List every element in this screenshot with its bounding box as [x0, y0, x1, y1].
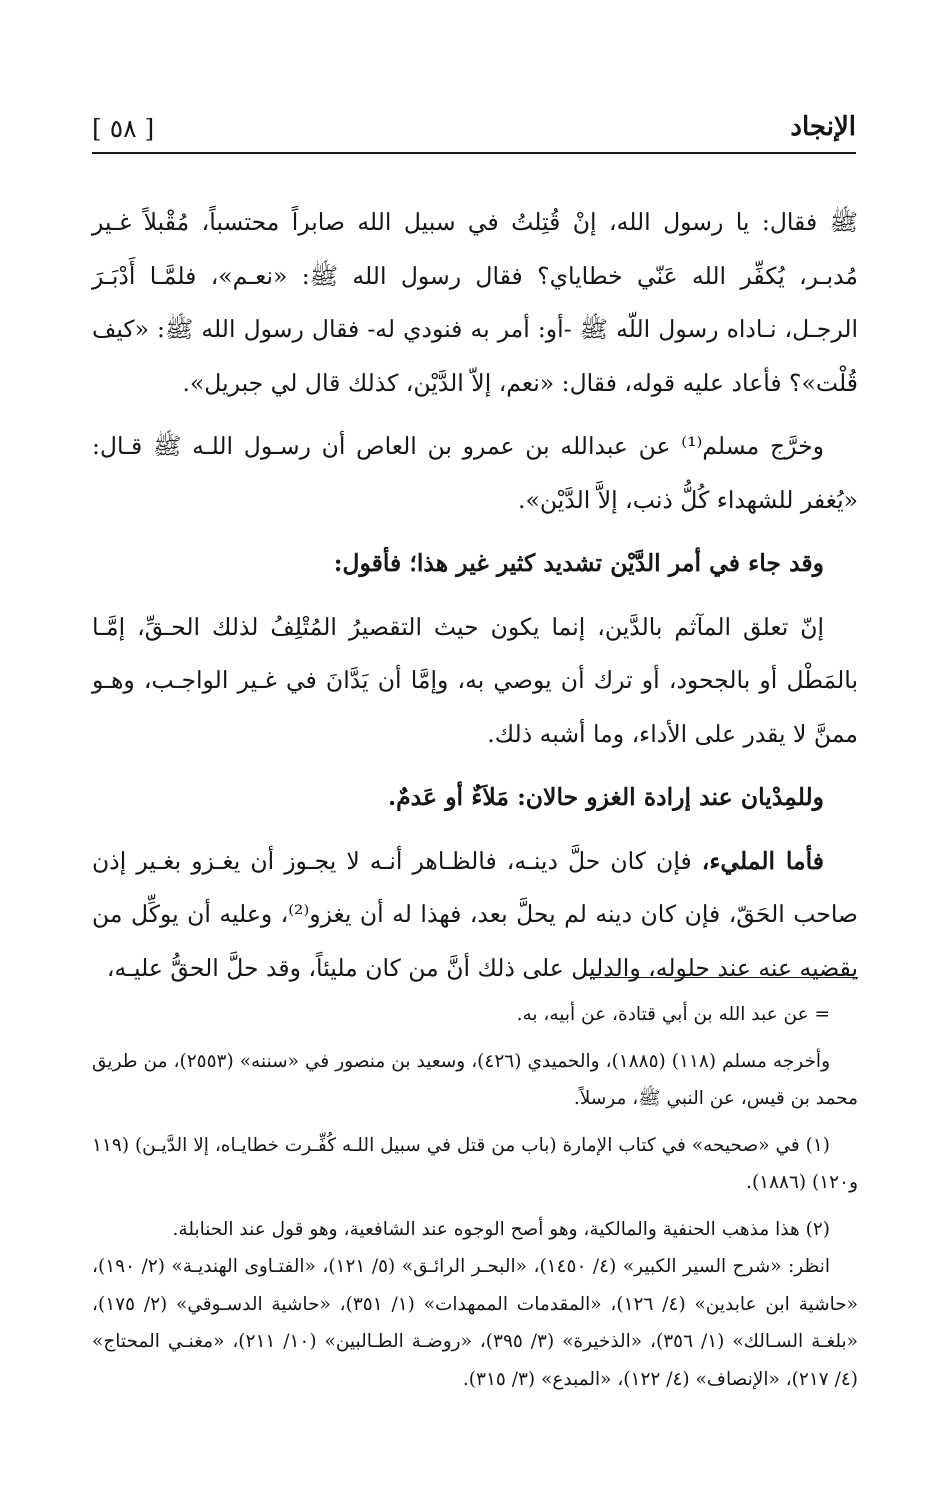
- paragraph-muslim-narration: وخرَّج مسلم⁽¹⁾ عن عبدالله بن عمرو بن العاص أن رسـول اللـه ﷺ قـال: «يُغفر للشهداء كُلُّ ذنب، إلاَّ الدَّيْن».: [92, 432, 858, 514]
- section-heading-debt: وقد جاء في أمر الدَّيْن تشديد كثير غير هذا؛ فأقول:: [333, 549, 824, 577]
- footnote-2: (٢) هذا مذهب الحنفية والمالكية، وهو أصح الوجوه عند الشافعية، وهو قول عند الحنابلة.: [172, 1218, 830, 1240]
- footnotes: [92, 996, 858, 1398]
- footnote-2-references: انظر: «شرح السير الكبير» (٤/ ١٤٥٠)، «البحـر الرائـق» (٥/ ١٢١)، «الفتـاوى الهنديـة» (٢/ ١٩٠)، «حاشية ابن عابدين» (٤/ ١٢٦)، «المقدمات الممهدات» (١/ ٣٥١)، «حاشية الدسـوقي» (٢/ ١٧٥)، «بلغـة السـالك» (١/ ٣٥٦)، «الذخيرة» (٣/ ٣٩٥)، «روضـة الطـالبين» (١٠/ ٢١١)، «مغنـي المحتاج» (٤/ ٢١٧)، «الإنصاف» (٤/ ١٢٢)، «المبدع» (٣/ ٣١٥).: [92, 1256, 858, 1390]
- section-heading-debtor-states: وللمِدْيان عند إرادة الغزو حالان: مَلاَءٌ أو عَدمٌ.: [387, 783, 824, 811]
- footnote-continuation-2: وأخرجه مسلم (١١٨) (١٨٨٥)، والحميدي (٤٢٦)، وسعيد بن منصور في «سننه» (٢٥٥٣)، من طريق محمد بن قيس، عن النبي ﷺ، مرسلاً.: [92, 1050, 858, 1109]
- page-header: [92, 108, 856, 154]
- paragraph-solvent-debtor: [92, 835, 858, 996]
- running-title: الإنجاد: [790, 112, 856, 142]
- paragraph-hadith-continuation: ﷺ فقال: يا رسول الله، إنْ قُتِلتُ في سبيل الله صابراً محتسباً، مُقْبلاً غـير مُدبـر، يُكفِّر الله عَنّي خطاياي؟ فقال رسول الله ﷺ: «نعـم»، فلمَّـا أَدْبَـرَ الرجـل، نـاداه رسول اللّه ﷺ -أو: أمر به فنودي له- فقال رسول الله ﷺ: «كيف قُلْت»؟ فأعاد عليه قوله، فقال: «نعم، إلاّ الدَّيْن، كذلك قال لي جبريل».: [92, 208, 858, 397]
- main-text: [92, 196, 858, 995]
- footnote-separator: [590, 977, 858, 978]
- footnote-1: (١) في «صحيحه» في كتاب الإمارة (باب من قتل في سبيل اللـه كُفِّـرت خطايـاه، إلا الدَّيـن) (١١٩ و١٢٠) (١٨٨٦).: [92, 1134, 858, 1193]
- paragraph-solvent-debtor-text: فإن كان حلَّ دينـه، فالظـاهر أنـه لا يجـوز أن يغـزو بغـير إذن صاحب الحَقّ، فإن كان دينه لم يحلَّ بعد، فهذا له أن يغزو⁽²⁾، وعليه أن يوكِّل من يقضيه عنه عند حلوله، والدليل على ذلك أنَّ من كان مليئاً، وقد حلَّ الحقُّ عليـه،: [92, 846, 858, 982]
- page-number: [ ٥٨ ]: [92, 114, 155, 143]
- footnote-continuation-1: = عن عبد الله بن أبي قتادة، عن أبيه، به.: [516, 1004, 830, 1025]
- paragraph-lead-term: فأما المليء،: [701, 846, 824, 875]
- paragraph-debt-sin: إنّ تعلق المآثم بالدَّين، إنما يكون حيث التقصيرُ المُتْلِفُ لذلك الحـقِّ، إمَّـا بالمَطْل أو بالجحود، أو ترك أن يوصي به، وإمَّا أن يَدَّانَ في غـير الواجـب، وهـو ممنَّ لا يقدر على الأداء، وما أشبه ذلك.: [92, 612, 858, 748]
